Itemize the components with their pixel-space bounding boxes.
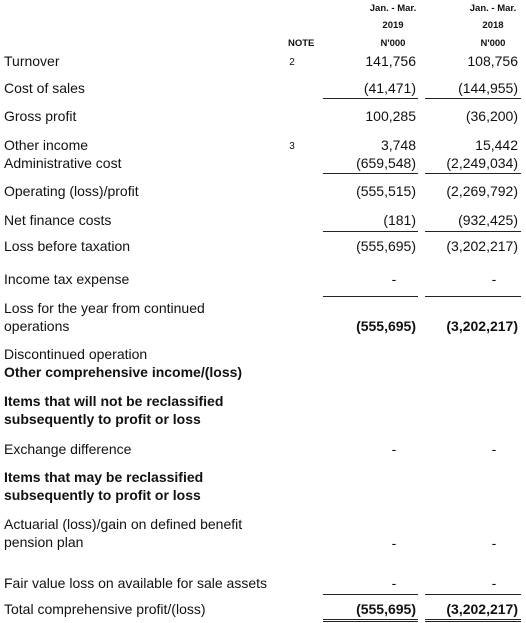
admin-cost-2018: (2,249,034) [446,155,518,171]
discontinued-label: Discontinued operation [4,346,148,362]
loss-before-tax-label: Loss before taxation [4,238,131,254]
exchange-label: Exchange difference [4,441,132,457]
cost-of-sales-label: Cost of sales [4,80,85,96]
double-rule-bottom [425,621,521,622]
col-2018-year: 2018 [482,20,504,31]
col-2019-period: Jan. - Mar. [369,3,417,14]
loss-before-tax-2019: (555,695) [356,238,416,254]
loss-year-2018: (3,202,217) [446,318,518,334]
net-finance-2018: (932,425) [458,212,518,228]
exchange-2018: - [491,441,497,457]
actuarial-2018: - [491,535,497,551]
actuarial-2019: - [391,535,397,551]
not-reclassified-heading-2: subsequently to profit or loss [4,411,201,427]
rule [323,98,418,99]
net-finance-2019: (181) [383,212,416,228]
rule [323,173,418,174]
income-tax-label: Income tax expense [4,271,130,287]
loss-year-label-2: operations [4,318,70,334]
col-2018-unit: N'000 [480,38,506,49]
operating-label: Operating (loss)/profit [4,183,139,199]
rule [425,98,521,99]
operating-2019: (555,515) [356,183,416,199]
turnover-2019: 141,756 [365,53,416,69]
col-2019-year: 2019 [382,20,404,31]
other-income-2019: 3,748 [380,137,416,153]
turnover-2018: 108,756 [467,53,518,69]
rule [323,594,418,595]
cost-of-sales-2018: (144,955) [458,80,518,96]
other-income-note: 3 [289,141,295,152]
income-tax-2018: - [491,271,497,287]
rule [425,594,521,595]
loss-year-label-1: Loss for the year from continued [4,300,205,316]
oci-heading: Other comprehensive income/(loss) [4,364,243,380]
double-rule-top [425,619,521,620]
income-tax-2019: - [391,271,397,287]
operating-2018: (2,269,792) [446,183,518,199]
net-finance-label: Net finance costs [4,212,112,228]
fair-value-2018: - [491,575,497,591]
other-income-2018: 15,442 [475,137,518,153]
admin-cost-label: Administrative cost [4,155,122,171]
double-rule-bottom [323,621,418,622]
total-2019: (555,695) [356,601,416,617]
loss-year-2019: (555,695) [356,318,416,334]
may-reclassified-heading-1: Items that may be reclassified [4,469,204,485]
double-rule-top [323,619,418,620]
other-income-label: Other income [4,137,89,153]
gross-profit-2019: 100,285 [365,108,416,124]
total-label: Total comprehensive profit/(loss) [4,601,206,617]
rule [425,231,521,232]
loss-before-tax-2018: (3,202,217) [446,238,518,254]
col-2018-period: Jan. - Mar. [469,3,517,14]
fair-value-label: Fair value loss on available for sale assets [4,575,268,591]
actuarial-label-2: pension plan [4,534,84,550]
rule [425,173,521,174]
rule [425,296,521,297]
total-2018: (3,202,217) [446,601,518,617]
cost-of-sales-2019: (41,471) [363,80,416,96]
fair-value-2019: - [391,575,397,591]
note-header: NOTE [288,38,315,49]
gross-profit-2018: (36,200) [465,108,518,124]
actuarial-label-1: Actuarial (loss)/gain on defined benefit [4,516,243,532]
turnover-note: 2 [289,57,295,68]
not-reclassified-heading-1: Items that will not be reclassified [4,393,224,409]
exchange-2019: - [391,441,397,457]
admin-cost-2019: (659,548) [356,155,416,171]
col-2019-unit: N'000 [380,38,406,49]
rule [323,231,418,232]
turnover-label: Turnover [4,53,60,69]
may-reclassified-heading-2: subsequently to profit or loss [4,487,201,503]
rule [323,296,418,297]
gross-profit-label: Gross profit [4,108,77,124]
